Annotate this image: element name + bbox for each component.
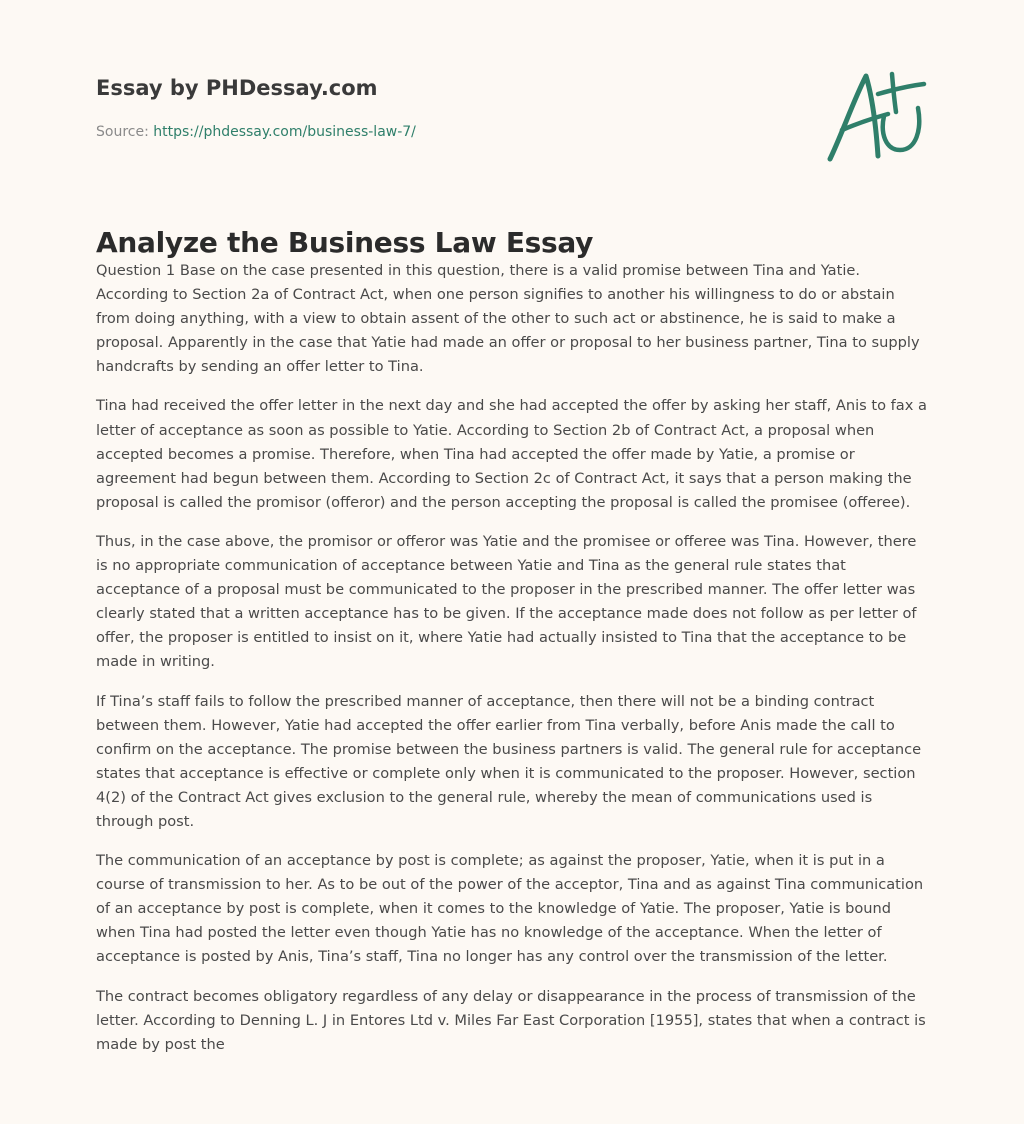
essay-paragraph: If Tina’s staff fails to follow the prescribed manner of acceptance, then there will not be a binding contract between them. However, Yatie had accepted the offer earlier from Tina verbally, before Anis made the call to confirm on the acceptance. The promise between the business partners is valid. The general rule for acceptance states that acceptance is effective or complete only when it is communicated to the proposer. However, section 4(2) of the Contract Act gives exclusion to the general rule, whereby the mean of communications used is through post. [96,692,922,830]
essay-paragraph: Tina had received the offer letter in the next day and she had accepted the offer by asking her staff, Anis to fax a letter of acceptance as soon as possible to Yatie. According to Section 2b of Contract Act, a proposal when accepted becomes a promise. Therefore, when Tina had accepted the offer made by Yatie, a promise or agreement had begun between them. According to Section 2c of Contract Act, it says that a person making the proposal is called the promisor (offeror) and the person accepting the proposal is called the promisee (offeree). [96,397,927,511]
site-brand: Essay by PHDessay.com [96,76,378,100]
a-plus-logo-icon [820,64,930,168]
essay-paragraph: Question 1 Base on the case presented in this question, there is a valid promise between Tina and Yatie. According to Section 2a of Contract Act, when one person signifies to another his willingness to do or abstain from doing anything, with a view to obtain assent of the other to such act or abstinence, he is said to make a proposal. Apparently in the case that Yatie had made an offer or proposal to her business partner, Tina to supply handcrafts by sending an offer letter to Tina. [96,262,920,376]
source-label: Source: [96,124,149,140]
essay-body [96,259,930,1072]
source-link[interactable]: https://phdessay.com/business-law-7/ [153,124,416,140]
essay-paragraph: The communication of an acceptance by post is complete; as against the proposer, Yatie, when it is put in a course of transmission to her. As to be out of the power of the acceptor, Tina and as against Tina communication of an acceptance by post is complete, when it comes to the knowledge of Yatie. The proposer, Yatie is bound when Tina had posted the letter even though Yatie has no knowledge of the acceptance. When the letter of acceptance is posted by Anis, Tina’s staff, Tina no longer has any control over the transmission of the letter. [96,852,924,966]
source-line [96,124,416,140]
essay-title: Analyze the Business Law Essay [96,226,594,259]
essay-paragraph: Thus, in the case above, the promisor or offeror was Yatie and the promisee or offeree was Tina. However, there is no appropriate communication of acceptance between Yatie and Tina as the general rule states that acceptance of a proposal must be communicated to the proposer in the prescribed manner. The offer letter was clearly stated that a written acceptance has to be given. If the acceptance made does not follow as per letter of offer, the proposer is entitled to insist on it, where Yatie had actually insisted to Tina that the acceptance to be made in writing. [96,532,917,671]
essay-paragraph: The contract becomes obligatory regardless of any delay or disappearance in the process of transmission of the letter. According to Denning L. J in Entores Ltd v. Miles Far East Corporation [1955], states that when a contract is made by post the [96,987,926,1053]
